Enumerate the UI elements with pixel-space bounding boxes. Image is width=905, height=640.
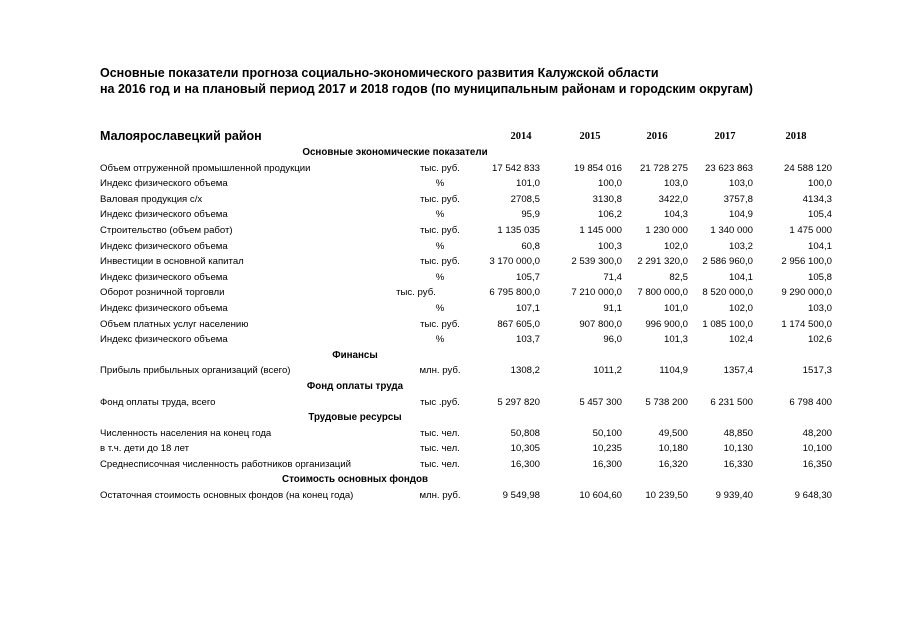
table-row [0,488,905,504]
indicator-unit: % [435,334,445,346]
indicator-label: Объем платных услуг населению [100,318,249,330]
indicator-unit: тыс. руб. [396,287,436,299]
indicator-label: Валовая продукция с/х [100,193,203,205]
value-cell: 50,808 [510,427,540,439]
section-header [0,348,905,364]
document-title-line-2: на 2016 год и на плановый период 2017 и 2018 годов (по муниципальным районам и городским округам) [100,82,753,96]
value-cell: 2708,5 [510,193,540,205]
value-cell: 105,8 [807,271,832,283]
value-cell: 60,8 [521,240,540,252]
value-cell: 1 340 000 [710,224,753,236]
value-cell: 103,0 [663,178,688,190]
value-cell: 16,350 [802,458,832,470]
indicator-unit: % [435,209,445,221]
value-cell: 16,300 [510,458,540,470]
value-cell: 3422,0 [658,193,688,205]
value-cell: 103,0 [728,178,753,190]
value-cell: 1357,4 [723,365,753,377]
indicator-label: Индекс физического объема [100,271,228,283]
indicator-label: Индекс физического объема [100,178,228,190]
value-cell: 100,3 [597,240,622,252]
table-row [0,332,905,348]
indicator-label: Индекс физического объема [100,334,228,346]
indicator-unit: тыс. чел. [420,427,460,439]
value-cell: 3130,8 [592,193,622,205]
value-cell: 10,130 [723,443,753,455]
value-cell: 49,500 [658,427,688,439]
indicator-unit: % [435,240,445,252]
indicator-unit: % [435,271,445,283]
indicator-label: в т.ч. дети до 18 лет [100,443,190,455]
value-cell: 1 475 000 [789,224,832,236]
indicator-label: Индекс физического объема [100,302,228,314]
value-cell: 16,330 [723,458,753,470]
table-row [0,395,905,411]
value-cell: 17 542 833 [491,162,540,174]
table-row [0,270,905,286]
value-cell: 105,7 [515,271,540,283]
value-cell: 48,200 [802,427,832,439]
value-cell: 82,5 [669,271,688,283]
indicator-unit: тыс. руб. [420,193,460,205]
value-cell: 100,0 [597,178,622,190]
table-row [0,363,905,379]
value-cell: 10,100 [802,443,832,455]
table-row [0,285,905,301]
value-cell: 101,0 [515,178,540,190]
indicator-label: Индекс физического объема [100,209,228,221]
value-cell: 103,0 [807,302,832,314]
district-name: Малоярославецкий район [100,129,262,143]
value-cell: 867 605,0 [497,318,540,330]
value-cell: 24 588 120 [783,162,832,174]
value-cell: 102,6 [807,334,832,346]
value-cell: 5 738 200 [645,396,688,408]
value-cell: 10,235 [592,443,622,455]
table-row [0,441,905,457]
section-header [0,410,905,426]
value-cell: 3757,8 [723,193,753,205]
value-cell: 1 135 035 [497,224,540,236]
value-cell: 1 085 100,0 [702,318,753,330]
section-title: Стоимость основных фондов [282,474,428,486]
year-header-2017: 2017 [714,131,736,142]
table-row [0,207,905,223]
value-cell: 101,3 [663,334,688,346]
value-cell: 16,320 [658,458,688,470]
indicators-table [0,145,905,504]
value-cell: 96,0 [603,334,622,346]
table-row [0,301,905,317]
value-cell: 101,0 [663,302,688,314]
table-row [0,192,905,208]
section-header [0,145,905,161]
indicator-unit: млн. руб. [419,490,461,502]
indicator-unit: % [435,302,445,314]
value-cell: 103,7 [515,334,540,346]
value-cell: 48,850 [723,427,753,439]
section-title: Финансы [332,349,378,361]
section-title: Трудовые ресурсы [308,412,402,424]
value-cell: 16,300 [592,458,622,470]
value-cell: 907 800,0 [579,318,622,330]
value-cell: 6 231 500 [710,396,753,408]
value-cell: 102,0 [663,240,688,252]
value-cell: 23 623 863 [704,162,753,174]
value-cell: 2 291 320,0 [637,256,688,268]
value-cell: 103,2 [728,240,753,252]
year-header-2015: 2015 [579,131,601,142]
value-cell: 104,1 [807,240,832,252]
indicator-label: Индекс физического объема [100,240,228,252]
value-cell: 21 728 275 [639,162,688,174]
value-cell: 19 854 016 [573,162,622,174]
table-row [0,457,905,473]
value-cell: 10,305 [510,443,540,455]
value-cell: 91,1 [603,302,622,314]
indicator-label: Оборот розничной торговли [100,287,225,299]
indicator-label: Остаточная стоимость основных фондов (на конец года) [100,490,354,502]
section-title: Основные экономические показатели [302,147,488,158]
value-cell: 10 239,50 [645,490,688,502]
indicator-label: Численность населения на конец года [100,427,272,439]
table-row [0,426,905,442]
value-cell: 107,1 [515,302,540,314]
value-cell: 8 520 000,0 [702,287,753,299]
value-cell: 7 210 000,0 [571,287,622,299]
table-row [0,317,905,333]
indicator-unit: тыс .руб. [420,396,460,408]
indicator-label: Строительство (объем работ) [100,224,233,236]
indicator-label: Фонд оплаты труда, всего [100,396,216,408]
indicator-label: Прибыль прибыльных организаций (всего) [100,365,291,377]
year-header-2014: 2014 [510,131,532,142]
indicator-unit: тыс. руб. [420,162,460,174]
indicator-unit: % [435,178,445,190]
table-row [0,176,905,192]
section-header [0,379,905,395]
indicator-unit: млн. руб. [419,365,461,377]
value-cell: 5 297 820 [497,396,540,408]
value-cell: 102,4 [728,334,753,346]
value-cell: 10 604,60 [579,490,622,502]
value-cell: 2 956 100,0 [781,256,832,268]
table-row [0,254,905,270]
value-cell: 1 230 000 [645,224,688,236]
value-cell: 9 290 000,0 [781,287,832,299]
value-cell: 4134,3 [802,193,832,205]
value-cell: 104,3 [663,209,688,221]
value-cell: 6 798 400 [789,396,832,408]
value-cell: 100,0 [807,178,832,190]
value-cell: 996 900,0 [645,318,688,330]
table-row [0,239,905,255]
section-header [0,472,905,488]
value-cell: 1 145 000 [579,224,622,236]
value-cell: 2 539 300,0 [571,256,622,268]
indicator-unit: тыс. чел. [420,458,460,470]
year-header-2018: 2018 [785,131,807,142]
indicator-unit: тыс. руб. [420,224,460,236]
document-title-line-1: Основные показатели прогноза социально-экономического развития Калужской области [100,66,659,80]
value-cell: 106,2 [597,209,622,221]
value-cell: 95,9 [521,209,540,221]
indicator-unit: тыс. руб. [420,256,460,268]
value-cell: 10,180 [658,443,688,455]
value-cell: 1308,2 [510,365,540,377]
value-cell: 104,9 [728,209,753,221]
indicator-unit: тыс. руб. [420,318,460,330]
value-cell: 5 457 300 [579,396,622,408]
value-cell: 2 586 960,0 [702,256,753,268]
value-cell: 50,100 [592,427,622,439]
value-cell: 102,0 [728,302,753,314]
indicator-label: Объем отгруженной промышленной продукции [100,162,311,174]
value-cell: 105,4 [807,209,832,221]
value-cell: 7 800 000,0 [637,287,688,299]
value-cell: 1517,3 [802,365,832,377]
indicator-label: Среднесписочная численность работников организаций [100,458,352,470]
section-title: Фонд оплаты труда [306,380,404,392]
value-cell: 1104,9 [659,365,688,377]
value-cell: 9 549,98 [502,490,540,502]
table-row [0,161,905,177]
value-cell: 1011,2 [593,365,622,377]
table-row [0,223,905,239]
value-cell: 3 170 000,0 [489,256,540,268]
year-header-2016: 2016 [646,131,668,142]
value-cell: 1 174 500,0 [781,318,832,330]
value-cell: 71,4 [603,271,622,283]
value-cell: 9 648,30 [794,490,832,502]
indicator-label: Инвестиции в основной капитал [100,256,244,268]
value-cell: 104,1 [728,271,753,283]
value-cell: 9 939,40 [715,490,753,502]
value-cell: 6 795 800,0 [489,287,540,299]
indicator-unit: тыс. чел. [420,443,460,455]
